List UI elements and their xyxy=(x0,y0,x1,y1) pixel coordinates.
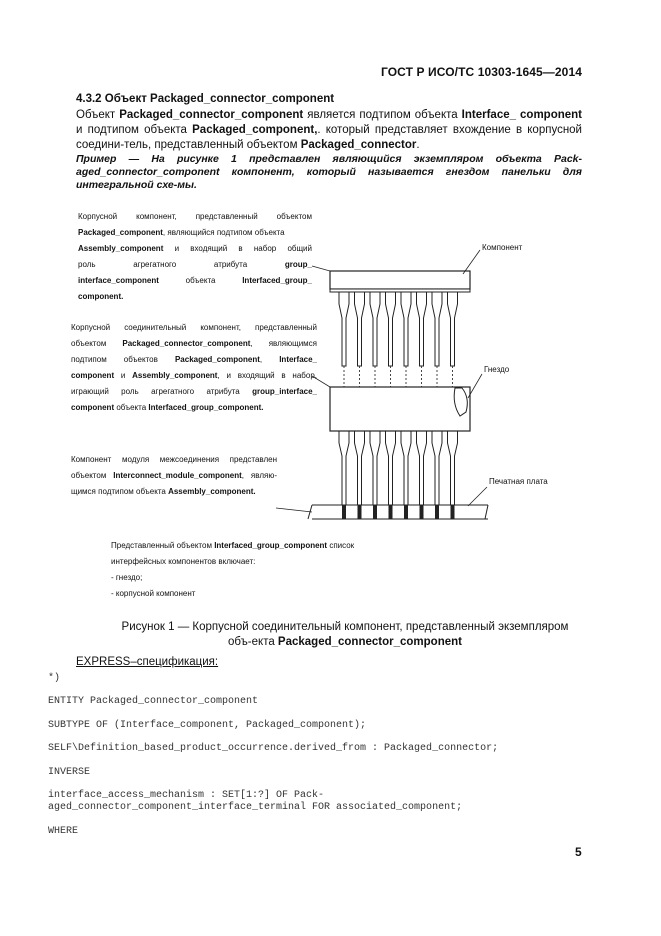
term: Interfaced_group_component. xyxy=(148,403,264,412)
express-line: aged_connector_component_interface_terminal FOR associated_component; xyxy=(48,802,463,813)
text: . xyxy=(416,139,420,151)
express-line: WHERE xyxy=(48,826,79,837)
board-hole xyxy=(342,505,346,519)
component-pin xyxy=(386,292,396,366)
term: Packaged_connector xyxy=(300,139,417,151)
term: Interfaced_group_ xyxy=(242,276,312,285)
express-line: *) xyxy=(48,673,61,684)
component-pin xyxy=(432,292,442,366)
board-hole xyxy=(435,505,439,519)
term: Interface_ xyxy=(279,355,317,364)
text: и входящий в набор общий xyxy=(163,244,312,253)
text: объекта xyxy=(114,403,149,412)
socket-pin xyxy=(432,431,442,505)
text: Корпусной соединительный компонент, представленный xyxy=(71,323,317,332)
text: объектом xyxy=(71,339,123,348)
component-pin xyxy=(417,292,427,366)
express-line: SUBTYPE OF (Interface_component, Packaged_component); xyxy=(48,720,367,731)
callout-socket: Гнездо xyxy=(484,365,510,374)
term: component xyxy=(71,371,115,380)
term: group_interface_ xyxy=(252,387,317,396)
socket-body xyxy=(330,387,470,431)
term: component. xyxy=(78,292,124,301)
term: Packaged_connector_component xyxy=(122,339,251,348)
board-hole xyxy=(420,505,424,519)
text: объекта xyxy=(158,276,243,285)
text: и подтипом объекта xyxy=(76,124,193,136)
term: Packaged_component xyxy=(174,355,260,364)
express-line: ENTITY Packaged_connector_component xyxy=(48,696,259,707)
board-hole xyxy=(404,505,408,519)
board-hole xyxy=(451,505,455,519)
term: Assembly_component xyxy=(78,244,164,253)
text: является подтипом объекта xyxy=(303,109,462,121)
board-hole xyxy=(373,505,377,519)
label-packaged-connector-component xyxy=(71,320,317,416)
text: Компонент модуля межсоединения представлен xyxy=(71,455,277,464)
list-item: - гнездо; xyxy=(111,573,143,582)
text: Рисунок 1 — Корпусной соединительный компонент, представленный экземпляром объ-екта xyxy=(121,621,569,648)
board-edge-right xyxy=(485,505,488,519)
socket-pin xyxy=(339,431,349,505)
term: Packaged_component xyxy=(78,228,163,237)
component-pin xyxy=(370,292,380,366)
document-header: ГОСТ Р ИСО/ТС 10303-1645—2014 xyxy=(381,65,582,79)
callout-component: Компонент xyxy=(482,243,523,252)
label-interconnect-module-component xyxy=(71,452,277,500)
term: group_ xyxy=(284,260,312,269)
leader-socket xyxy=(468,374,482,398)
component-lower-band xyxy=(330,289,470,292)
leader-1 xyxy=(312,266,330,271)
label-interfaced-group-list xyxy=(111,538,411,602)
text: , являю- xyxy=(241,471,277,480)
board-hole xyxy=(389,505,393,519)
socket-pin xyxy=(401,431,411,505)
label-packaged-component xyxy=(78,209,312,305)
term: Assembly_component xyxy=(132,371,218,380)
leader-component xyxy=(463,250,480,274)
text: роль агрегатного атрибута xyxy=(78,260,285,269)
text: щимся подтипом объекта xyxy=(71,487,169,496)
component-body xyxy=(330,271,470,289)
term: Interfaced_group_component xyxy=(214,541,328,550)
term: Packaged_connector_component xyxy=(119,109,304,121)
term: component xyxy=(71,403,115,412)
text: . который представляет вхождение в корпусной соедини-тель, представленный объектом xyxy=(76,124,582,151)
text: , xyxy=(259,355,280,364)
text: , являющимся xyxy=(250,339,317,348)
text: Корпусной компонент, представленный объектом xyxy=(78,212,312,221)
text: Представленный объектом xyxy=(111,541,215,550)
socket-pin xyxy=(386,431,396,505)
term: Interface_ component xyxy=(461,109,582,121)
component-pin xyxy=(339,292,349,366)
socket-pin xyxy=(355,431,365,505)
section-title: 4.3.2 Объект Packaged_connector_component xyxy=(76,93,335,105)
text: список xyxy=(327,541,355,550)
leader-board xyxy=(468,487,487,506)
page-number: 5 xyxy=(575,845,582,859)
express-line: INVERSE xyxy=(48,767,91,778)
express-line: interface_access_mechanism : SET[1:?] OF Pack- xyxy=(48,790,325,801)
component-pin xyxy=(401,292,411,366)
term: interface_component xyxy=(78,276,159,285)
text: играющий роль агрегатного атрибута xyxy=(71,387,253,396)
list-item: - корпусной компонент xyxy=(111,589,196,598)
example-note: Пример — На рисунке 1 представлен являющийся экземпляром объекта Pack-aged_connector_component компонент, который называется гнездом панельки для интегральной схе-мы. xyxy=(76,153,582,191)
text: , и входящий в набор, xyxy=(217,371,317,380)
express-line: SELF\Definition_based_product_occurrence.derived_from : Packaged_connector; xyxy=(48,743,499,754)
board-hole xyxy=(358,505,362,519)
term: Interconnect_module_component xyxy=(113,471,242,480)
leader-3 xyxy=(276,508,312,512)
term: Assembly_component. xyxy=(168,487,256,496)
component-pin xyxy=(355,292,365,366)
express-title: EXPRESS–спецификация: xyxy=(76,656,219,668)
text: и xyxy=(114,371,133,380)
text: объектом xyxy=(71,471,114,480)
term: Packaged_connector_component xyxy=(277,636,462,648)
socket-pin xyxy=(448,431,458,505)
component-pin xyxy=(448,292,458,366)
term: Packaged_component, xyxy=(192,124,318,136)
text: интерфейсных компонентов включает: xyxy=(111,557,256,566)
socket-pin xyxy=(417,431,427,505)
text: , являющийся подтипом объекта xyxy=(162,228,285,237)
callout-board: Печатная плата xyxy=(489,477,548,486)
text: Объект xyxy=(76,109,120,121)
text: подтипом объектов xyxy=(71,355,175,364)
socket-pin xyxy=(370,431,380,505)
figure-caption xyxy=(110,620,580,650)
